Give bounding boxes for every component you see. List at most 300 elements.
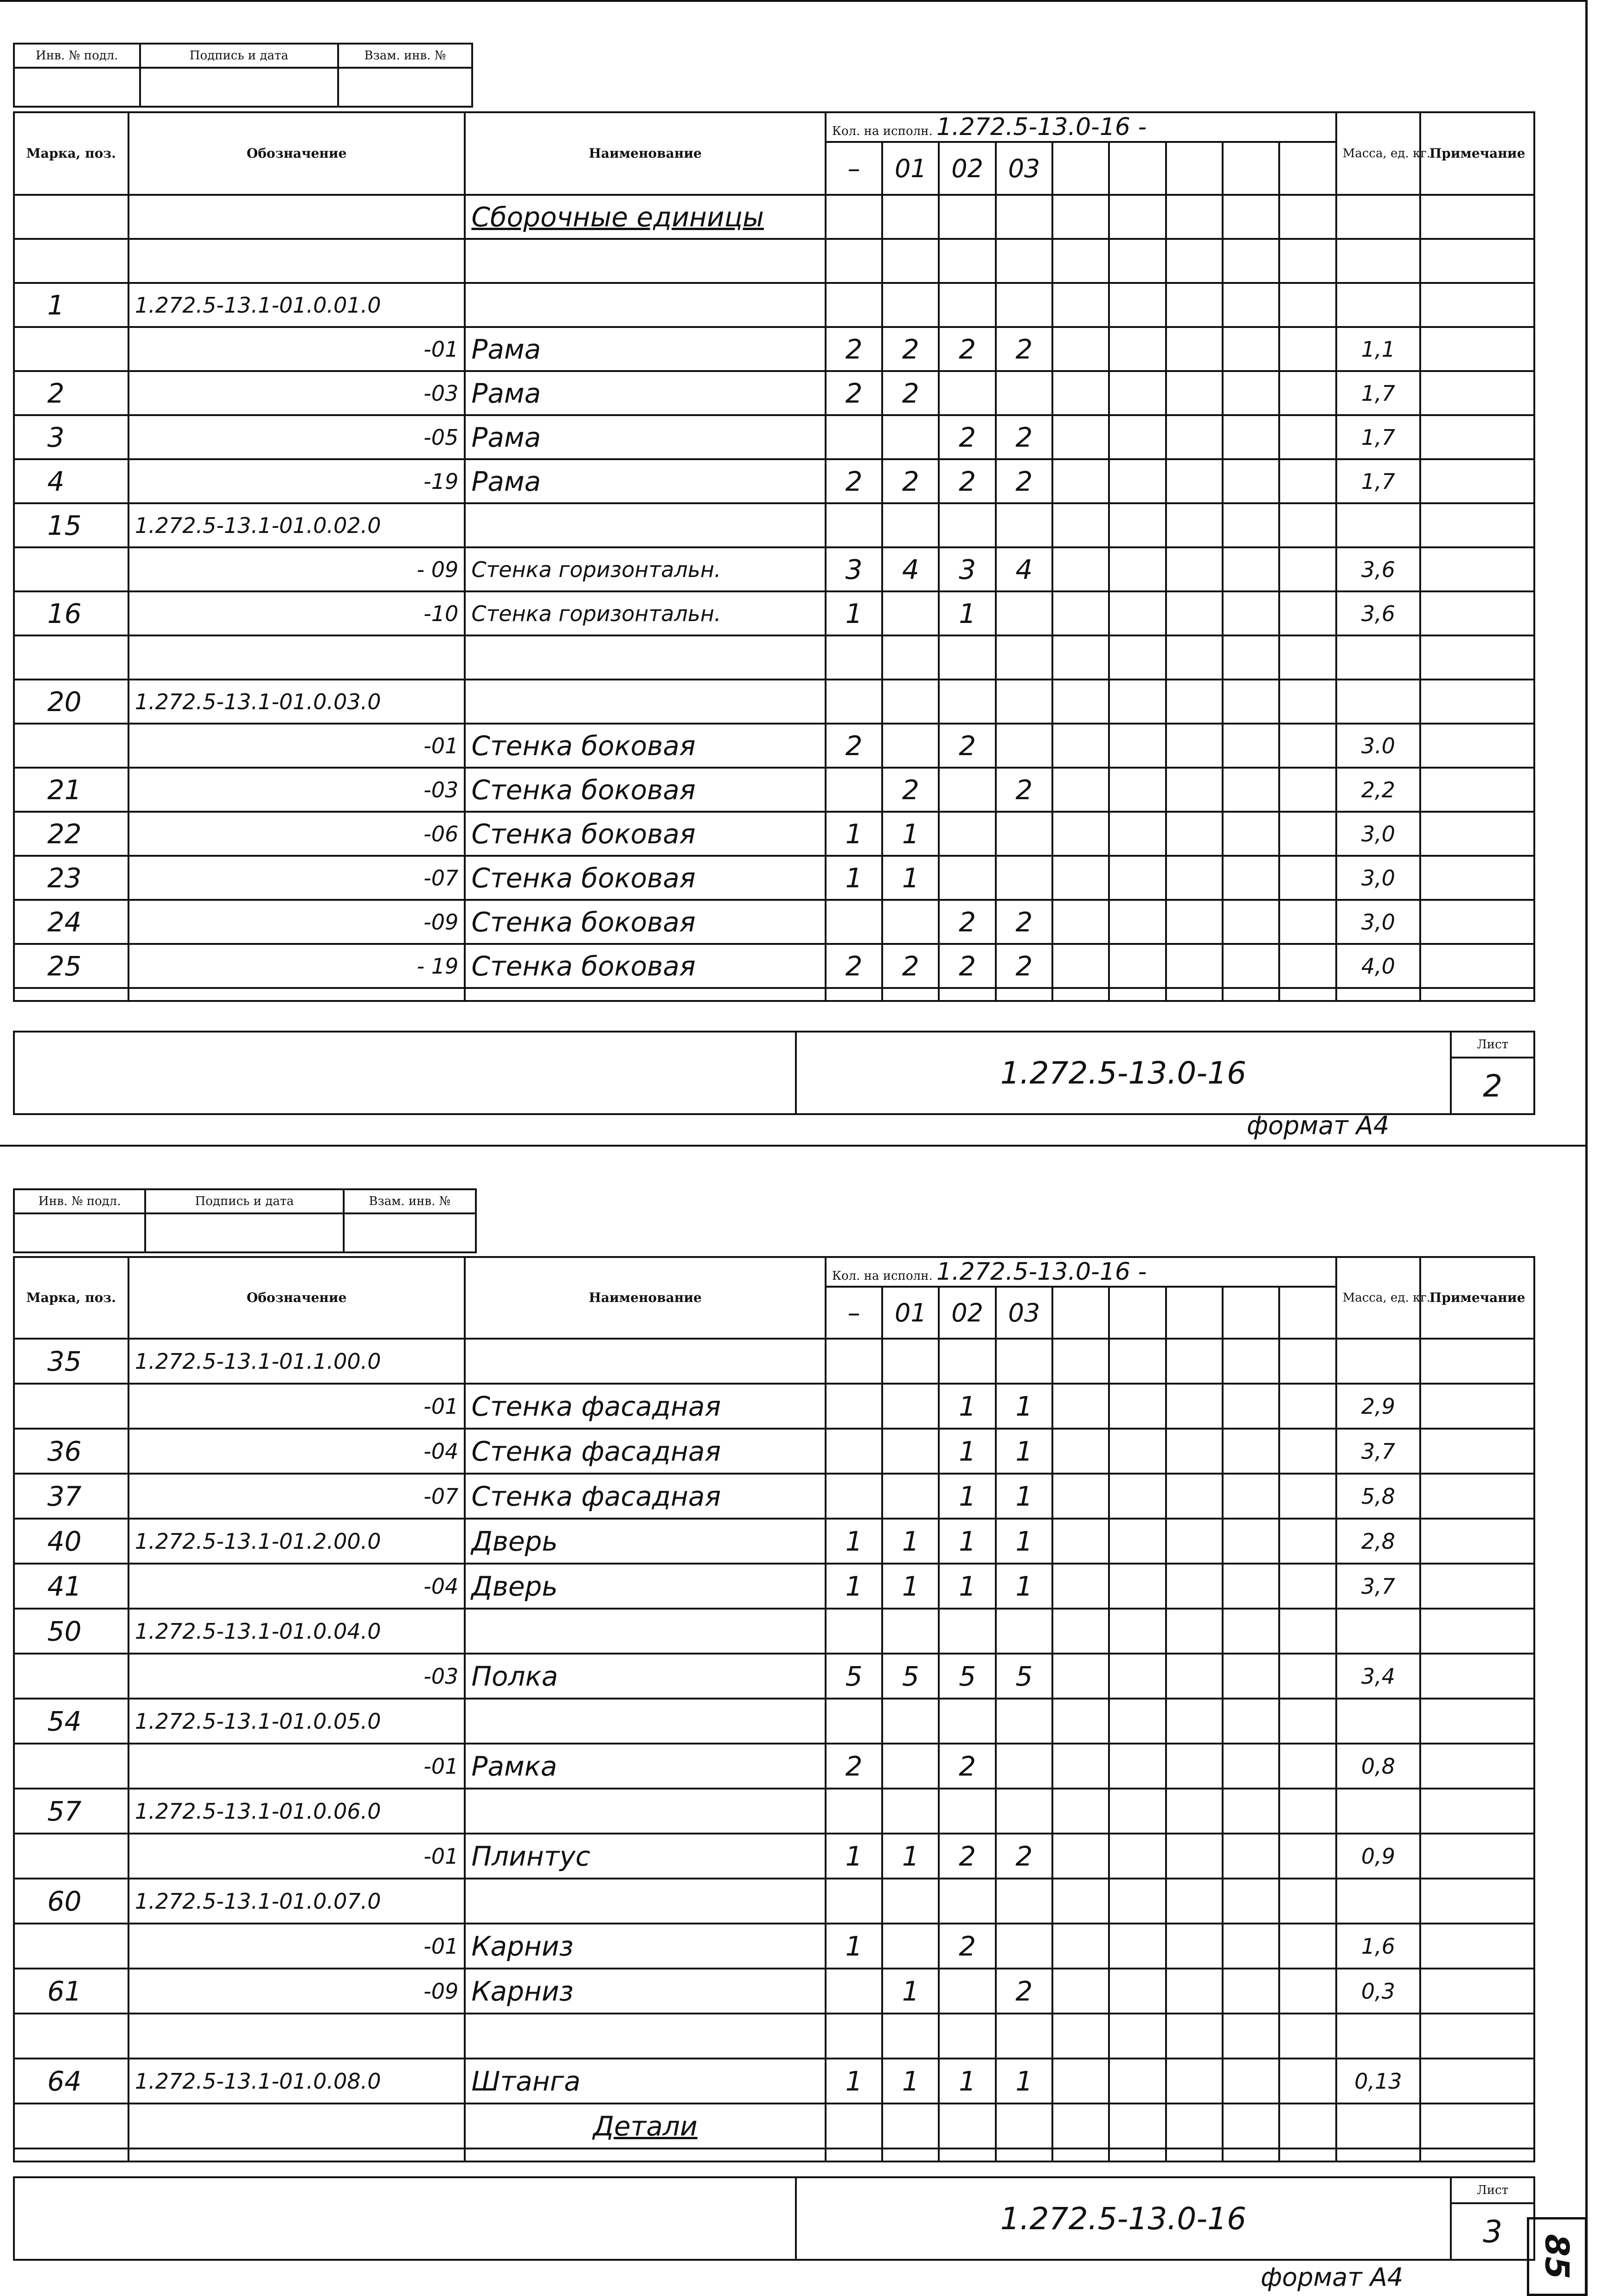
- qty-empty-cell: [1166, 1339, 1223, 1384]
- mass-cell: 3,7: [1336, 1564, 1420, 1609]
- qty-empty-cell: [1279, 1789, 1336, 1834]
- qty-empty-cell: [1166, 591, 1223, 635]
- mark-cell: [14, 547, 128, 591]
- qty-empty-cell: [1052, 459, 1109, 503]
- qty-empty-cell: [1223, 239, 1279, 283]
- qty-cell: 2: [826, 327, 882, 371]
- qty-cell: [826, 2148, 882, 2161]
- qty-empty-cell: [1166, 1834, 1223, 1879]
- qty-cell: [939, 283, 995, 327]
- mark-cell: [14, 1654, 128, 1699]
- qty-cell: [996, 503, 1052, 547]
- qty-cell: [996, 2014, 1052, 2059]
- name-cell: [465, 988, 825, 1001]
- qty-empty-cell: [1223, 1789, 1279, 1834]
- oboznachenie-cell: 1.272.5-13.1-01.0.05.0: [128, 1699, 465, 1744]
- qty-empty-cell: [1052, 635, 1109, 680]
- qty-cell: 1: [882, 812, 939, 856]
- table-row: [14, 1744, 1534, 1789]
- qty-cell: 5: [939, 1654, 995, 1699]
- mark-cell: 25: [14, 944, 128, 988]
- qty-empty-cell: [1109, 635, 1166, 680]
- oboznachenie-cell: 1.272.5-13.1-01.0.08.0: [128, 2059, 465, 2104]
- qty-cell: [882, 503, 939, 547]
- qty-cell: [882, 1879, 939, 1924]
- header-oboznachenie: Обозначение: [128, 1257, 465, 1339]
- qty-empty-cell: [1279, 1564, 1336, 1609]
- qty-cell: [996, 1879, 1052, 1924]
- qty-empty-cell: [1166, 2059, 1223, 2104]
- qty-empty-cell: [1052, 1924, 1109, 1969]
- qty-empty-cell: [1166, 1789, 1223, 1834]
- mark-cell: 20: [14, 680, 128, 724]
- qty-cell: [939, 635, 995, 680]
- qty-cell: [996, 591, 1052, 635]
- mark-cell: 57: [14, 1789, 128, 1834]
- mark-cell: 40: [14, 1519, 128, 1564]
- qty-cell: [996, 195, 1052, 239]
- variant-col-empty: [1166, 142, 1223, 195]
- stamp-sign-label: Подпись и дата: [145, 1189, 343, 1213]
- name-cell: Стенка фасадная: [465, 1429, 825, 1474]
- oboznachenie-cell: [128, 2104, 465, 2148]
- oboznachenie-cell: [128, 988, 465, 1001]
- mark-cell: 21: [14, 768, 128, 812]
- mark-cell: [14, 2014, 128, 2059]
- qty-cell: 5: [882, 1654, 939, 1699]
- qty-cell: [882, 2104, 939, 2148]
- qty-cell: 2: [939, 724, 995, 768]
- qty-cell: 1: [826, 2059, 882, 2104]
- qty-empty-cell: [1279, 1744, 1336, 1789]
- mark-cell: [14, 1744, 128, 1789]
- spec-sheet-1: [13, 0, 1535, 1146]
- mark-cell: [14, 724, 128, 768]
- qty-cell: [882, 1744, 939, 1789]
- qty-empty-cell: [1223, 459, 1279, 503]
- qty-empty-cell: [1223, 680, 1279, 724]
- name-cell: Дверь: [465, 1564, 825, 1609]
- name-cell: Плинтус: [465, 1834, 825, 1879]
- qty-cell: [826, 283, 882, 327]
- note-cell: [1420, 1609, 1534, 1654]
- qty-cell: [996, 724, 1052, 768]
- qty-cell: 2: [996, 1969, 1052, 2014]
- qty-cell: [882, 635, 939, 680]
- mark-cell: 37: [14, 1474, 128, 1519]
- oboznachenie-cell: -07: [128, 856, 465, 900]
- oboznachenie-cell: -06: [128, 812, 465, 856]
- qty-empty-cell: [1052, 1609, 1109, 1654]
- qty-empty-cell: [1223, 724, 1279, 768]
- qty-empty-cell: [1279, 459, 1336, 503]
- qty-empty-cell: [1109, 724, 1166, 768]
- qty-empty-cell: [1223, 2104, 1279, 2148]
- qty-empty-cell: [1109, 1879, 1166, 1924]
- qty-empty-cell: [1109, 812, 1166, 856]
- table-row: [14, 1654, 1534, 1699]
- qty-cell: 2: [996, 1834, 1052, 1879]
- name-cell: [465, 635, 825, 680]
- table-row: [14, 1429, 1534, 1474]
- qty-empty-cell: [1279, 856, 1336, 900]
- spec-table: [13, 1256, 1535, 2162]
- table-row: [14, 856, 1534, 900]
- qty-empty-cell: [1279, 2059, 1336, 2104]
- mass-cell: 3.0: [1336, 724, 1420, 768]
- mass-cell: [1336, 635, 1420, 680]
- oboznachenie-cell: -19: [128, 459, 465, 503]
- qty-empty-cell: [1052, 900, 1109, 944]
- mass-cell: [1336, 1699, 1420, 1744]
- qty-empty-cell: [1223, 1834, 1279, 1879]
- qty-cell: [939, 195, 995, 239]
- qty-empty-cell: [1052, 283, 1109, 327]
- table-row: [14, 2014, 1534, 2059]
- note-cell: [1420, 2059, 1534, 2104]
- note-cell: [1420, 1564, 1534, 1609]
- qty-empty-cell: [1223, 503, 1279, 547]
- qty-empty-cell: [1223, 327, 1279, 371]
- qty-empty-cell: [1279, 415, 1336, 459]
- table-row: [14, 768, 1534, 812]
- qty-empty-cell: [1166, 1474, 1223, 1519]
- table-row: [14, 1879, 1534, 1924]
- table-row: [14, 1384, 1534, 1429]
- oboznachenie-cell: 1.272.5-13.1-01.0.04.0: [128, 1609, 465, 1654]
- oboznachenie-cell: -09: [128, 900, 465, 944]
- stamp-vzam-label: Взам. инв. №: [344, 1189, 476, 1213]
- qty-cell: [996, 2104, 1052, 2148]
- qty-cell: 2: [939, 944, 995, 988]
- qty-empty-cell: [1223, 1744, 1279, 1789]
- note-cell: [1420, 856, 1534, 900]
- stamp-sign-value: [140, 68, 338, 107]
- qty-cell: 2: [939, 1744, 995, 1789]
- qty-empty-cell: [1109, 239, 1166, 283]
- qty-cell: 1: [826, 812, 882, 856]
- qty-empty-cell: [1279, 547, 1336, 591]
- name-cell: Дверь: [465, 1519, 825, 1564]
- qty-empty-cell: [1052, 1339, 1109, 1384]
- qty-cell: 1: [996, 1564, 1052, 1609]
- table-row: [14, 239, 1534, 283]
- oboznachenie-cell: 1.272.5-13.1-01.0.01.0: [128, 283, 465, 327]
- qty-empty-cell: [1166, 547, 1223, 591]
- mass-cell: [1336, 239, 1420, 283]
- qty-cell: 2: [996, 768, 1052, 812]
- qty-empty-cell: [1223, 371, 1279, 415]
- qty-empty-cell: [1166, 2148, 1223, 2161]
- name-cell: Детали: [465, 2104, 825, 2148]
- title-block: [13, 2176, 1535, 2261]
- name-cell: [465, 283, 825, 327]
- qty-cell: [939, 2104, 995, 2148]
- name-cell: Рама: [465, 327, 825, 371]
- qty-cell: [826, 680, 882, 724]
- qty-cell: [939, 371, 995, 415]
- qty-cell: [882, 591, 939, 635]
- qty-cell: 4: [882, 547, 939, 591]
- name-cell: Рамка: [465, 1744, 825, 1789]
- qty-empty-cell: [1166, 944, 1223, 988]
- qty-empty-cell: [1223, 856, 1279, 900]
- stamp-vzam-value: [344, 1213, 476, 1252]
- header-marka: Марка, поз.: [14, 1257, 128, 1339]
- qty-cell: 2: [882, 327, 939, 371]
- table-row: [14, 415, 1534, 459]
- qty-empty-cell: [1109, 988, 1166, 1001]
- qty-empty-cell: [1109, 1654, 1166, 1699]
- qty-empty-cell: [1166, 239, 1223, 283]
- note-cell: [1420, 1834, 1534, 1879]
- note-cell: [1420, 283, 1534, 327]
- qty-cell: 1: [826, 1519, 882, 1564]
- mass-cell: [1336, 680, 1420, 724]
- variant-col-empty: [1166, 1287, 1223, 1339]
- spec-body-1: [14, 112, 1534, 1001]
- qty-empty-cell: [1052, 1699, 1109, 1744]
- qty-empty-cell: [1109, 680, 1166, 724]
- qty-cell: 1: [882, 1834, 939, 1879]
- qty-empty-cell: [1166, 1744, 1223, 1789]
- page-number: 85: [1538, 2234, 1576, 2279]
- qty-empty-cell: [1109, 547, 1166, 591]
- page-number-box: [1527, 2217, 1587, 2296]
- header-massa: Масса, ед. кг.: [1336, 112, 1420, 195]
- note-cell: [1420, 371, 1534, 415]
- qty-cell: 5: [996, 1654, 1052, 1699]
- table-row: [14, 1519, 1534, 1564]
- table-row: [14, 635, 1534, 680]
- qty-empty-cell: [1223, 1474, 1279, 1519]
- qty-empty-cell: [1279, 680, 1336, 724]
- qty-empty-cell: [1279, 724, 1336, 768]
- oboznachenie-cell: -09: [128, 1969, 465, 2014]
- note-cell: [1420, 1699, 1534, 1744]
- qty-empty-cell: [1223, 1879, 1279, 1924]
- qty-cell: 2: [939, 1924, 995, 1969]
- qty-empty-cell: [1279, 768, 1336, 812]
- qty-empty-cell: [1223, 1384, 1279, 1429]
- qty-cell: [826, 415, 882, 459]
- table-row: [14, 2148, 1534, 2161]
- mark-cell: 35: [14, 1339, 128, 1384]
- qty-empty-cell: [1279, 2014, 1336, 2059]
- qty-cell: 1: [996, 1519, 1052, 1564]
- qty-cell: [826, 2014, 882, 2059]
- qty-cell: 1: [882, 2059, 939, 2104]
- qty-empty-cell: [1109, 1789, 1166, 1834]
- qty-cell: 1: [939, 1384, 995, 1429]
- qty-empty-cell: [1109, 459, 1166, 503]
- kol-label: Кол. на исполн.: [832, 124, 933, 138]
- oboznachenie-cell: 1.272.5-13.1-01.2.00.0: [128, 1519, 465, 1564]
- stamp-inv-value: [14, 1213, 145, 1252]
- mass-cell: [1336, 2148, 1420, 2161]
- qty-cell: 2: [826, 371, 882, 415]
- qty-empty-cell: [1279, 1834, 1336, 1879]
- qty-empty-cell: [1279, 239, 1336, 283]
- qty-empty-cell: [1052, 1564, 1109, 1609]
- qty-empty-cell: [1052, 2014, 1109, 2059]
- header-naimenovanie: Наименование: [465, 1257, 825, 1339]
- stamp-sign-value: [145, 1213, 343, 1252]
- qty-empty-cell: [1279, 591, 1336, 635]
- qty-cell: [996, 283, 1052, 327]
- qty-empty-cell: [1109, 2059, 1166, 2104]
- qty-empty-cell: [1109, 1564, 1166, 1609]
- qty-empty-cell: [1052, 2059, 1109, 2104]
- qty-cell: 1: [826, 1834, 882, 1879]
- qty-cell: [882, 1429, 939, 1474]
- qty-empty-cell: [1052, 1744, 1109, 1789]
- spec-sheet-2: [13, 1146, 1535, 2296]
- qty-cell: [826, 195, 882, 239]
- variant-col-base: –: [826, 1287, 882, 1339]
- oboznachenie-cell: [128, 2014, 465, 2059]
- mark-cell: [14, 1384, 128, 1429]
- note-cell: [1420, 680, 1534, 724]
- qty-empty-cell: [1109, 195, 1166, 239]
- variant-col-empty: [1279, 142, 1336, 195]
- qty-cell: [996, 371, 1052, 415]
- header-kol-ispoln: [826, 1257, 1336, 1287]
- qty-cell: [826, 1699, 882, 1744]
- qty-cell: 2: [996, 900, 1052, 944]
- name-cell: Карниз: [465, 1924, 825, 1969]
- mass-cell: 3,6: [1336, 591, 1420, 635]
- oboznachenie-cell: [128, 635, 465, 680]
- qty-cell: [939, 1789, 995, 1834]
- variant-col-01: 01: [882, 1287, 939, 1339]
- table-row: [14, 1969, 1534, 2014]
- mass-cell: 3,0: [1336, 900, 1420, 944]
- qty-cell: [996, 988, 1052, 1001]
- qty-empty-cell: [1279, 327, 1336, 371]
- qty-cell: [996, 1744, 1052, 1789]
- qty-cell: 2: [882, 371, 939, 415]
- qty-empty-cell: [1052, 812, 1109, 856]
- qty-empty-cell: [1223, 591, 1279, 635]
- oboznachenie-cell: -03: [128, 768, 465, 812]
- qty-empty-cell: [1279, 1969, 1336, 2014]
- qty-empty-cell: [1279, 1654, 1336, 1699]
- qty-empty-cell: [1052, 1969, 1109, 2014]
- qty-cell: [939, 768, 995, 812]
- mark-cell: [14, 1924, 128, 1969]
- qty-empty-cell: [1052, 724, 1109, 768]
- mark-cell: 64: [14, 2059, 128, 2104]
- qty-empty-cell: [1166, 1654, 1223, 1699]
- qty-cell: 1: [996, 1474, 1052, 1519]
- table-row: [14, 2059, 1534, 2104]
- qty-empty-cell: [1223, 195, 1279, 239]
- variant-col-02: 02: [939, 142, 995, 195]
- qty-empty-cell: [1279, 195, 1336, 239]
- qty-empty-cell: [1052, 1384, 1109, 1429]
- qty-empty-cell: [1166, 195, 1223, 239]
- document-code: 1.272.5-13.0-16: [796, 1032, 1451, 1114]
- mass-cell: [1336, 1339, 1420, 1384]
- qty-cell: [826, 900, 882, 944]
- qty-cell: [882, 1699, 939, 1744]
- mark-cell: 4: [14, 459, 128, 503]
- name-cell: [465, 1789, 825, 1834]
- qty-cell: 1: [939, 1474, 995, 1519]
- qty-cell: [939, 856, 995, 900]
- qty-empty-cell: [1279, 944, 1336, 988]
- mark-cell: 3: [14, 415, 128, 459]
- name-cell: Стенка боковая: [465, 768, 825, 812]
- oboznachenie-cell: -01: [128, 1384, 465, 1429]
- qty-empty-cell: [1052, 371, 1109, 415]
- qty-cell: [996, 635, 1052, 680]
- qty-empty-cell: [1052, 2148, 1109, 2161]
- qty-empty-cell: [1279, 988, 1336, 1001]
- qty-empty-cell: [1166, 2104, 1223, 2148]
- table-row: [14, 503, 1534, 547]
- note-cell: [1420, 1519, 1534, 1564]
- qty-empty-cell: [1166, 635, 1223, 680]
- table-row: [14, 812, 1534, 856]
- qty-empty-cell: [1109, 503, 1166, 547]
- qty-cell: [826, 1969, 882, 2014]
- qty-empty-cell: [1279, 2104, 1336, 2148]
- note-cell: [1420, 327, 1534, 371]
- qty-empty-cell: [1223, 1609, 1279, 1654]
- mass-cell: [1336, 1879, 1420, 1924]
- qty-empty-cell: [1279, 1429, 1336, 1474]
- qty-empty-cell: [1166, 1609, 1223, 1654]
- qty-cell: [882, 1474, 939, 1519]
- qty-cell: 1: [939, 1429, 995, 1474]
- mark-cell: 15: [14, 503, 128, 547]
- qty-cell: [939, 1879, 995, 1924]
- variant-col-base: –: [826, 142, 882, 195]
- table-row: [14, 371, 1534, 415]
- qty-cell: [882, 2014, 939, 2059]
- qty-cell: 1: [826, 856, 882, 900]
- qty-cell: 2: [826, 724, 882, 768]
- table-row: [14, 944, 1534, 988]
- qty-empty-cell: [1279, 1609, 1336, 1654]
- qty-cell: [826, 1789, 882, 1834]
- mass-cell: 1,7: [1336, 415, 1420, 459]
- mass-cell: 0,3: [1336, 1969, 1420, 2014]
- name-cell: Стенка фасадная: [465, 1384, 825, 1429]
- qty-cell: [939, 2014, 995, 2059]
- qty-empty-cell: [1279, 635, 1336, 680]
- qty-empty-cell: [1052, 1474, 1109, 1519]
- qty-empty-cell: [1166, 1879, 1223, 1924]
- mass-cell: 2,9: [1336, 1384, 1420, 1429]
- qty-cell: 2: [882, 459, 939, 503]
- qty-cell: [826, 2104, 882, 2148]
- note-cell: [1420, 988, 1534, 1001]
- table-row: [14, 724, 1534, 768]
- mark-cell: [14, 2148, 128, 2161]
- mark-cell: 61: [14, 1969, 128, 2014]
- mark-cell: 54: [14, 1699, 128, 1744]
- mark-cell: 24: [14, 900, 128, 944]
- table-row: [14, 988, 1534, 1001]
- note-cell: [1420, 1969, 1534, 2014]
- note-cell: [1420, 1384, 1534, 1429]
- qty-cell: [882, 680, 939, 724]
- oboznachenie-cell: 1.272.5-13.1-01.0.07.0: [128, 1879, 465, 1924]
- qty-cell: [826, 503, 882, 547]
